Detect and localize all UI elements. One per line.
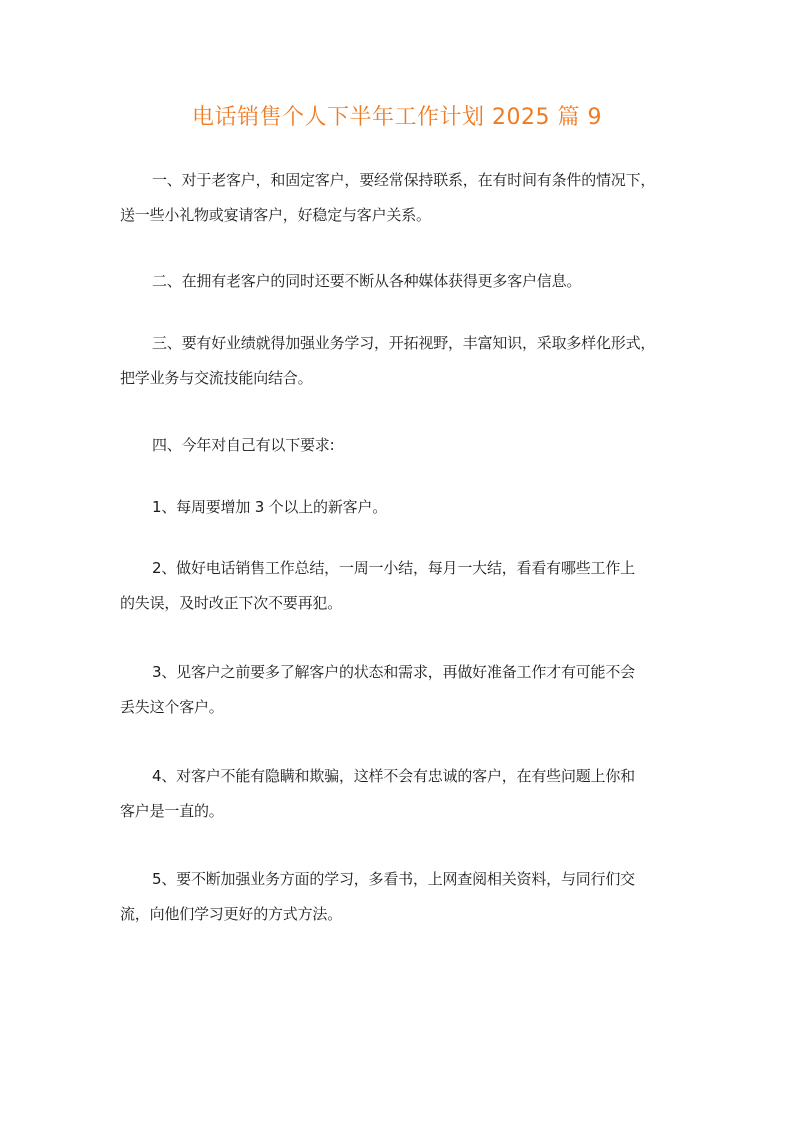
document-title: 电话销售个人下半年工作计划 2025 篇 9 — [192, 105, 602, 130]
paragraph-5 — [120, 490, 678, 525]
paragraph-line: 三、要有好业绩就得加强业务学习，开拓视野，丰富知识，采取多样化形式， — [152, 334, 656, 352]
paragraph-9 — [120, 862, 678, 932]
paragraph-7 — [120, 655, 678, 725]
paragraph-line: 4、对客户不能有隐瞒和欺骗，这样不会有忠诚的客户，在有些问题上你和 — [152, 767, 635, 785]
paragraph-line: 流，向他们学习更好的方式方法。 — [120, 905, 343, 923]
paragraph-line: 客户是一直的。 — [120, 802, 224, 820]
paragraph-line: 的失误，及时改正下次不要再犯。 — [120, 594, 343, 612]
paragraph-2 — [120, 264, 678, 299]
paragraph-6 — [120, 551, 678, 621]
paragraph-1 — [120, 163, 678, 233]
paragraph-3 — [120, 326, 678, 396]
paragraph-8 — [120, 759, 678, 829]
paragraph-line: 四、今年对自己有以下要求: — [152, 436, 335, 454]
paragraph-line: 把学业务与交流技能向结合。 — [120, 369, 313, 387]
paragraph-line: 1、每周要增加 3 个以上的新客户。 — [152, 498, 388, 516]
paragraph-line: 3、见客户之前要多了解客户的状态和需求，再做好准备工作才有可能不会 — [152, 663, 635, 681]
paragraph-line: 2、做好电话销售工作总结，一周一小结，每月一大结，看看有哪些工作上 — [152, 559, 635, 577]
paragraph-line: 一、对于老客户，和固定客户，要经常保持联系，在有时间有条件的情况下， — [152, 171, 656, 189]
paragraph-line: 丢失这个客户。 — [120, 698, 224, 716]
paragraph-line: 5、要不断加强业务方面的学习，多看书，上网查阅相关资料，与同行们交 — [152, 870, 635, 888]
paragraph-line: 送一些小礼物或宴请客户，好稳定与客户关系。 — [120, 206, 431, 224]
paragraph-line: 二、在拥有老客户的同时还要不断从各种媒体获得更多客户信息。 — [152, 272, 582, 290]
paragraph-4 — [120, 428, 678, 463]
